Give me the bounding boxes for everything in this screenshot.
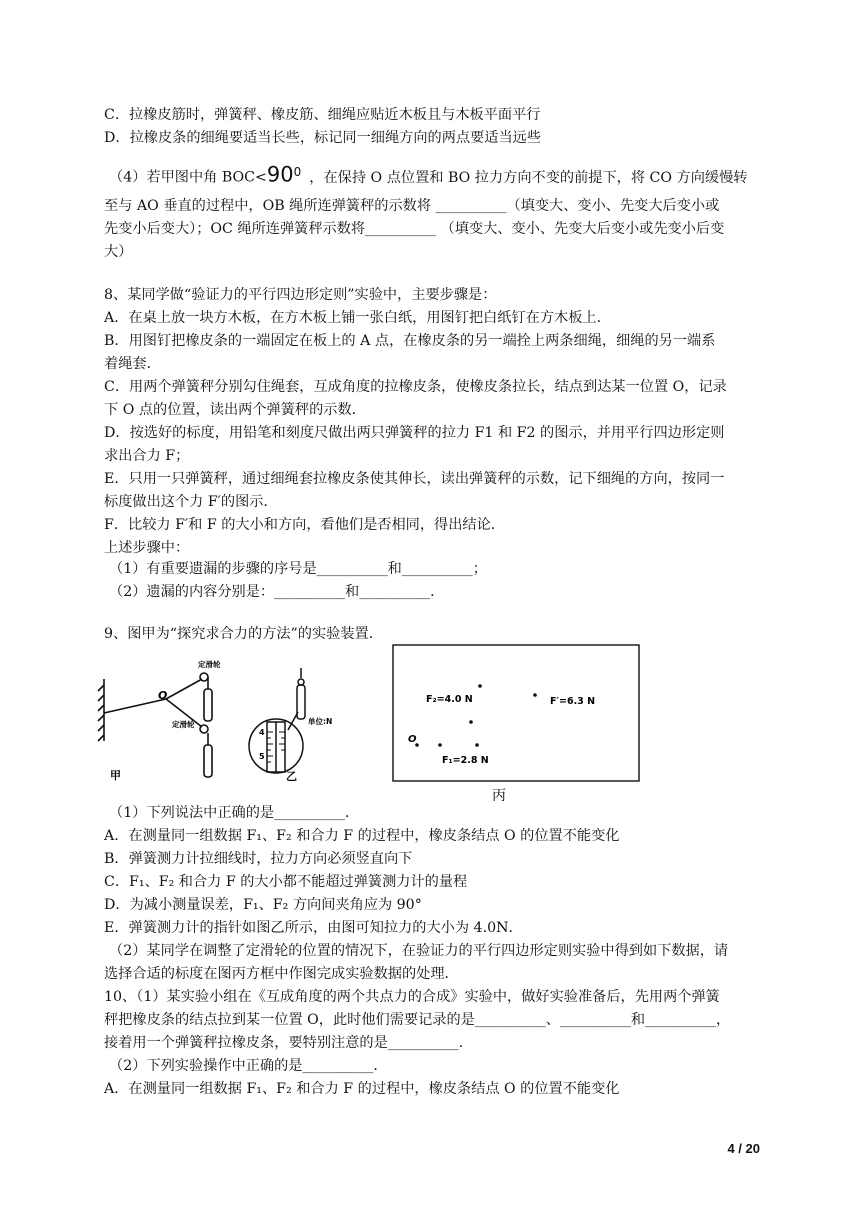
q8-title: 8、某同学做“验证力的平行四边形定则”实验中，主要步骤是： — [104, 287, 497, 303]
q9-option-c: C．F₁、F₂ 和合力 F 的大小都不能超过弹簧测力计的量程 — [104, 874, 468, 890]
jia-caption: 甲 — [110, 769, 121, 782]
yi-tick-5: 5 — [259, 752, 265, 761]
bing-fprime-label: F′=6.3 N — [550, 696, 596, 707]
q8-step-c-cont: 下 O 点的位置，读出两个弹簧秤的示数． — [104, 402, 366, 418]
q8-sub-2: （2）遗漏的内容分别是：__________和__________． — [109, 584, 445, 600]
q9-option-d: D．为减小测量误差，F₁、F₂ 方向间夹角应为 90° — [104, 897, 422, 913]
jia-pulley-bottom: 定滑轮 — [172, 720, 195, 729]
q4-part-a: （4）若甲图中角 BOC< — [109, 169, 267, 186]
q4-line-2: 至与 AO 垂直的过程中，OB 绳所连弹簧秤的示数将 __________（填变大、变小、先变大后变小或 — [104, 198, 720, 214]
q4-part-b: ，在保持 O 点位置和 BO 拉力方向不变的前提下，将 CO 方向缓慢转 — [309, 169, 748, 186]
page-number: 4 / 20 — [727, 1141, 760, 1156]
q9-sub-1: （1）下列说法中正确的是__________． — [109, 805, 360, 821]
q8-step-b-cont: 着绳套． — [104, 356, 161, 372]
q9-option-a: A．在测量同一组数据 F₁、F₂ 和合力 F 的过程中，橡皮条结点 O 的位置不能变化 — [104, 828, 620, 844]
q10-sub-2: （2）下列实验操作中正确的是__________． — [109, 1058, 388, 1074]
q9-title: 9、图甲为“探究求合力的方法”的实验装置． — [104, 626, 383, 642]
q9-option-b: B．弹簧测力计拉细线时，拉力方向必须竖直向下 — [104, 851, 413, 867]
option-d-text: D．拉橡皮条的细绳要适当长些，标记同一细绳方向的两点要适当远些 — [104, 130, 542, 146]
yi-caption: 乙 — [286, 770, 297, 783]
question-4-line — [109, 163, 747, 187]
q8-step-d-cont: 求出合力 F； — [104, 448, 190, 464]
q10-line-3: 接着用一个弹簧秤拉橡皮条，要特别注意的是__________． — [104, 1035, 473, 1051]
figure-jia — [96, 655, 236, 783]
q10-title: 10、（1）某实验小组在《互成角度的两个共点力的合成》实验中，做好实验准备后，先用两个弹簧 — [104, 989, 720, 1005]
q10-line-2: 秤把橡皮条的结点拉到某一位置 O，此时他们需要记录的是__________、__________和__________， — [104, 1012, 731, 1028]
jia-o-label: O — [158, 689, 168, 702]
bing-f1-label: F₁=2.8 N — [442, 755, 489, 766]
angle-90: 90 — [266, 162, 294, 187]
q8-step-e-cont: 标度做出这个力 F′的图示． — [104, 494, 278, 510]
q8-step-f: F．比较力 F′和 F 的大小和方向，看他们是否相同，得出结论． — [104, 517, 505, 533]
q8-step-d: D．按选好的标度，用铅笔和刻度尺做出两只弹簧秤的拉力 F1 和 F2 的图示，并用平行四边形定则 — [104, 425, 725, 441]
figure-yi — [246, 660, 356, 784]
figure-bing — [392, 644, 644, 804]
q9-sub-2-cont: 选择合适的标度在图丙方框中作图完成实验数据的处理． — [104, 966, 459, 982]
q8-step-a: A．在桌上放一块方木板，在方木板上铺一张白纸，用图钉把白纸钉在方木板上． — [104, 310, 611, 326]
q8-step-e: E．只用一只弹簧秤，通过细绳套拉橡皮条使其伸长，读出弹簧秤的示数，记下细绳的方向，按同一 — [104, 471, 725, 487]
q4-line-3: 先变小后变大）；OC 绳所连弹簧秤示数将__________ （填变大、变小、先变大后变小或先变小后变 — [104, 221, 725, 237]
bing-frame — [393, 645, 639, 781]
q8-step-b: B．用图钉把橡皮条的一端固定在板上的 A 点，在橡皮条的另一端拴上两条细绳，细绳的另一端系 — [104, 333, 716, 349]
jia-pulley-top: 定滑轮 — [198, 660, 221, 669]
bing-o-label: O — [408, 734, 417, 745]
bing-f2-label: F₂=4.0 N — [426, 694, 473, 705]
q9-option-e: E．弹簧测力计的指针如图乙所示，由图可知拉力的大小为 4.0N． — [104, 920, 523, 936]
angle-degree: 0 — [293, 165, 302, 179]
q8-step-c: C．用两个弹簧秤分别勾住绳套，互成角度的拉橡皮条，使橡皮条拉长，结点到达某一位置 O，记录 — [104, 379, 727, 395]
q8-prompt: 上述步骤中： — [104, 540, 190, 556]
yi-unit: 单位:N — [308, 717, 333, 726]
q4-line-4: 大） — [104, 244, 133, 260]
q10-option-a: A．在测量同一组数据 F₁、F₂ 和合力 F 的过程中，橡皮条结点 O 的位置不能变化 — [104, 1081, 620, 1097]
yi-tick-4: 4 — [259, 728, 265, 737]
bing-caption: 丙 — [492, 788, 506, 804]
q8-sub-1: （1）有重要遗漏的步骤的序号是__________和__________； — [109, 561, 487, 577]
option-c-text: C．拉橡皮筋时，弹簧秤、橡皮筋、细绳应贴近木板且与木板平面平行 — [104, 107, 541, 123]
q9-sub-2: （2）某同学在调整了定滑轮的位置的情况下，在验证力的平行四边形定则实验中得到如下数据，请 — [109, 943, 729, 959]
